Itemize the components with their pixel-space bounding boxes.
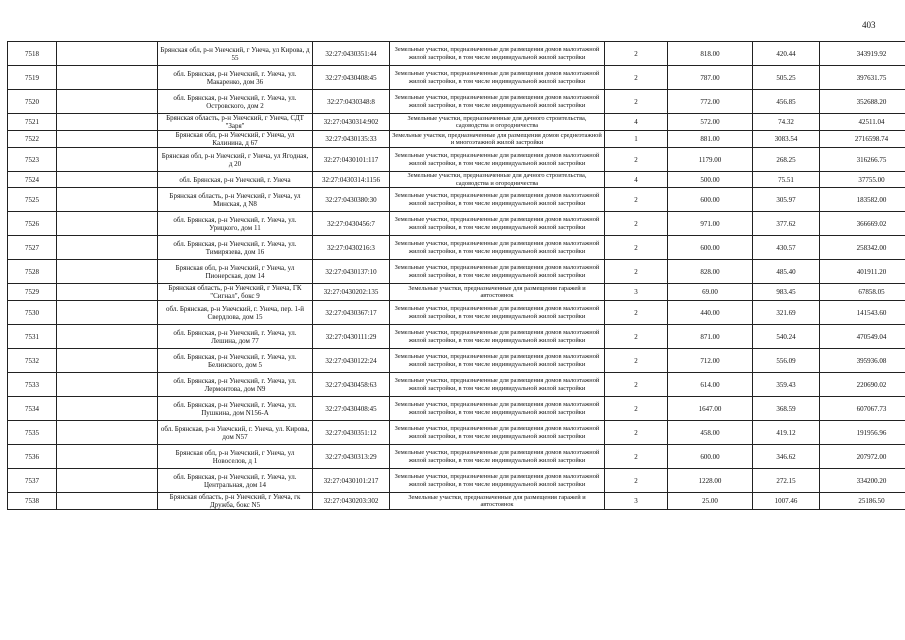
cadastral-number-cell: 32:27:0430313:29 [313,445,390,469]
category-cell: 2 [605,469,668,493]
area-cell: 871.00 [668,325,753,349]
table-row [8,373,905,397]
area-cell: 25.00 [668,493,753,510]
empty-cell [57,90,158,114]
address-cell: обл. Брянская, р-н Унечский, г. Унеча, ул. Кирова, дом N57 [158,421,313,445]
category-cell: 2 [605,421,668,445]
row-number-cell: 7521 [8,114,57,131]
empty-cell [57,301,158,325]
cadastral-value-cell: 141543.60 [820,301,905,325]
table-row [8,188,905,212]
cadastral-value-cell: 207972.00 [820,445,905,469]
cadastral-number-cell: 32:27:0430216:3 [313,236,390,260]
specific-value-cell: 456.85 [753,90,820,114]
address-cell: обл. Брянская, р-н Унечский, г. Унеча, ул. Белинского, дом 5 [158,349,313,373]
cadastral-value-cell: 220690.02 [820,373,905,397]
area-cell: 1228.00 [668,469,753,493]
specific-value-cell: 272.15 [753,469,820,493]
empty-cell [57,421,158,445]
row-number-cell: 7525 [8,188,57,212]
empty-cell [57,148,158,172]
address-cell: обл. Брянская, р-н Унечский, г. Унеча, ул. Урицкого, дом 11 [158,212,313,236]
empty-cell [57,445,158,469]
address-cell: Брянская область, р-н Унечский, г Унеча, ГК "Сигнал", бокс 9 [158,284,313,301]
address-cell: Брянская область, р-н Унечский, г Унеча, ул Минская, д N8 [158,188,313,212]
row-number-cell: 7537 [8,469,57,493]
cadastral-number-cell: 32:27:0430203:302 [313,493,390,510]
land-use-cell: Земельные участки, предназначенные для размещения домов малоэтажной жилой застройки, в том числе индивидуальной жилой застройки [390,397,605,421]
area-cell: 600.00 [668,236,753,260]
category-cell: 2 [605,212,668,236]
area-cell: 787.00 [668,66,753,90]
specific-value-cell: 377.62 [753,212,820,236]
area-cell: 712.00 [668,349,753,373]
row-number-cell: 7520 [8,90,57,114]
address-cell: Брянская обл, р-н Унечский, г Унеча, ул Пионерская, дом 14 [158,260,313,284]
specific-value-cell: 321.69 [753,301,820,325]
cadastral-number-cell: 32:27:0430101:217 [313,469,390,493]
page-number: 403 [862,20,876,30]
cadastral-number-cell: 32:27:0430351:12 [313,421,390,445]
empty-cell [57,469,158,493]
row-number-cell: 7534 [8,397,57,421]
empty-cell [57,325,158,349]
land-use-cell: Земельные участки, предназначенные для размещения домов малоэтажной жилой застройки, в том числе индивидуальной жилой застройки [390,301,605,325]
cadastral-value-cell: 183582.00 [820,188,905,212]
empty-cell [57,397,158,421]
address-cell: обл. Брянская, р-н Унечский, г. Унеча, ул. Макаренко, дом 36 [158,66,313,90]
table-row [8,212,905,236]
category-cell: 2 [605,349,668,373]
land-use-cell: Земельные участки, предназначенные для размещения гаражей и автостоянок [390,493,605,510]
row-number-cell: 7535 [8,421,57,445]
row-number-cell: 7522 [8,131,57,148]
land-use-cell: Земельные участки, предназначенные для размещения домов малоэтажной жилой застройки, в том числе индивидуальной жилой застройки [390,66,605,90]
area-cell: 500.00 [668,172,753,188]
land-use-cell: Земельные участки, предназначенные для размещения домов малоэтажной жилой застройки, в том числе индивидуальной жилой застройки [390,236,605,260]
category-cell: 2 [605,66,668,90]
row-number-cell: 7524 [8,172,57,188]
category-cell: 2 [605,397,668,421]
table-row [8,397,905,421]
land-use-cell: Земельные участки, предназначенные для размещения домов малоэтажной жилой застройки, в том числе индивидуальной жилой застройки [390,42,605,66]
table-body [8,42,905,510]
empty-cell [57,114,158,131]
row-number-cell: 7538 [8,493,57,510]
cadastral-value-cell: 2716598.74 [820,131,905,148]
address-cell: обл. Брянская, р-н Унечский, г. Унеча, ул. Пушкина, дом N156-А [158,397,313,421]
address-cell: обл. Брянская, р-н Унечский, г. Унеча, ул. Тимирязева, дом 16 [158,236,313,260]
row-number-cell: 7523 [8,148,57,172]
land-use-cell: Земельные участки, предназначенные для размещения домов малоэтажной жилой застройки, в том числе индивидуальной жилой застройки [390,260,605,284]
cadastral-number-cell: 32:27:0430135:33 [313,131,390,148]
category-cell: 2 [605,236,668,260]
address-cell: обл. Брянская, р-н Унечский, г. Унеча, пер. 1-й Свердлова, дом 15 [158,301,313,325]
address-cell: обл. Брянская, р-н Унечский, г. Унеча, ул. Лермонтова, дом N9 [158,373,313,397]
area-cell: 881.00 [668,131,753,148]
cadastral-number-cell: 32:27:0430101:117 [313,148,390,172]
area-cell: 828.00 [668,260,753,284]
cadastral-number-cell: 32:27:0430408:45 [313,397,390,421]
specific-value-cell: 3083.54 [753,131,820,148]
specific-value-cell: 983.45 [753,284,820,301]
cadastral-number-cell: 32:27:0430137:10 [313,260,390,284]
row-number-cell: 7536 [8,445,57,469]
area-cell: 1647.00 [668,397,753,421]
area-cell: 600.00 [668,445,753,469]
area-cell: 772.00 [668,90,753,114]
cadastral-number-cell: 32:27:0430458:63 [313,373,390,397]
land-use-cell: Земельные участки, предназначенные для размещения гаражей и автостоянок [390,284,605,301]
cadastral-number-cell: 32:27:0430122:24 [313,349,390,373]
cadastral-value-cell: 316266.75 [820,148,905,172]
address-cell: Брянская область, р-н Унечский, г Унеча, СДТ "Заря" [158,114,313,131]
specific-value-cell: 74.32 [753,114,820,131]
cadastral-number-cell: 32:27:0430314:902 [313,114,390,131]
land-use-cell: Земельные участки, предназначенные для дачного строительства, садоводства и огородничества [390,114,605,131]
table-row [8,445,905,469]
land-use-cell: Земельные участки, предназначенные для размещения домов малоэтажной жилой застройки, в том числе индивидуальной жилой застройки [390,421,605,445]
table-row [8,148,905,172]
table-row [8,284,905,301]
cadastral-value-cell: 470549.04 [820,325,905,349]
table-row [8,325,905,349]
row-number-cell: 7519 [8,66,57,90]
empty-cell [57,131,158,148]
area-cell: 971.00 [668,212,753,236]
empty-cell [57,42,158,66]
area-cell: 818.00 [668,42,753,66]
table-row [8,172,905,188]
row-number-cell: 7530 [8,301,57,325]
specific-value-cell: 540.24 [753,325,820,349]
category-cell: 2 [605,260,668,284]
cadastral-number-cell: 32:27:0430367:17 [313,301,390,325]
address-cell: обл. Брянская, р-н Унечский, г. Унеча [158,172,313,188]
category-cell: 4 [605,172,668,188]
specific-value-cell: 420.44 [753,42,820,66]
cadastral-number-cell: 32:27:0430111:29 [313,325,390,349]
land-valuation-table [7,41,905,510]
empty-cell [57,66,158,90]
empty-cell [57,212,158,236]
table-row [8,260,905,284]
address-cell: Брянская обл, р-н Унечский, г Унеча, ул Ягодная, д 20 [158,148,313,172]
specific-value-cell: 359.43 [753,373,820,397]
cadastral-value-cell: 607067.73 [820,397,905,421]
specific-value-cell: 419.12 [753,421,820,445]
cadastral-number-cell: 32:27:0430314:1156 [313,172,390,188]
cadastral-value-cell: 191956.96 [820,421,905,445]
specific-value-cell: 556.09 [753,349,820,373]
cadastral-value-cell: 343919.92 [820,42,905,66]
empty-cell [57,260,158,284]
row-number-cell: 7532 [8,349,57,373]
specific-value-cell: 1007.46 [753,493,820,510]
category-cell: 2 [605,42,668,66]
cadastral-number-cell: 32:27:0430408:45 [313,66,390,90]
table-row [8,66,905,90]
cadastral-value-cell: 67858.05 [820,284,905,301]
cadastral-number-cell: 32:27:0430348:8 [313,90,390,114]
category-cell: 2 [605,148,668,172]
category-cell: 2 [605,325,668,349]
category-cell: 2 [605,301,668,325]
empty-cell [57,188,158,212]
address-cell: Брянская обл, р-н Унечский, г Унеча, ул Калинина, д 67 [158,131,313,148]
category-cell: 2 [605,445,668,469]
table-row [8,301,905,325]
specific-value-cell: 430.57 [753,236,820,260]
land-use-cell: Земельные участки, предназначенные для размещения домов малоэтажной жилой застройки, в том числе индивидуальной жилой застройки [390,212,605,236]
empty-cell [57,493,158,510]
land-use-cell: Земельные участки, предназначенные для размещения домов малоэтажной жилой застройки, в том числе индивидуальной жилой застройки [390,325,605,349]
specific-value-cell: 346.62 [753,445,820,469]
category-cell: 2 [605,188,668,212]
area-cell: 600.00 [668,188,753,212]
area-cell: 572.00 [668,114,753,131]
specific-value-cell: 268.25 [753,148,820,172]
category-cell: 3 [605,284,668,301]
address-cell: обл. Брянская, р-н Унечский, г. Унеча, ул. Центральная, дом 14 [158,469,313,493]
row-number-cell: 7526 [8,212,57,236]
empty-cell [57,349,158,373]
cadastral-number-cell: 32:27:0430351:44 [313,42,390,66]
cadastral-value-cell: 334200.20 [820,469,905,493]
table-row [8,469,905,493]
address-cell: обл. Брянская, р-н Унечский, г. Унеча, ул. Островского, дом 2 [158,90,313,114]
cadastral-number-cell: 32:27:0430456:7 [313,212,390,236]
table-row [8,90,905,114]
cadastral-number-cell: 32:27:0430202:135 [313,284,390,301]
table-row [8,42,905,66]
specific-value-cell: 505.25 [753,66,820,90]
cadastral-value-cell: 25186.50 [820,493,905,510]
row-number-cell: 7529 [8,284,57,301]
row-number-cell: 7528 [8,260,57,284]
table-row [8,349,905,373]
area-cell: 458.00 [668,421,753,445]
land-use-cell: Земельные участки, предназначенные для размещения домов среднеэтажной и многоэтажной жилой застройки [390,131,605,148]
land-use-cell: Земельные участки, предназначенные для размещения домов малоэтажной жилой застройки, в том числе индивидуальной жилой застройки [390,148,605,172]
table-row [8,131,905,148]
cadastral-value-cell: 352688.20 [820,90,905,114]
row-number-cell: 7531 [8,325,57,349]
address-cell: Брянская обл, р-н Унечский, г Унеча, ул Кирова, д 55 [158,42,313,66]
address-cell: Брянская обл, р-н Унечский, г Унеча, ул Новоселов, д 1 [158,445,313,469]
table-row [8,493,905,510]
area-cell: 440.00 [668,301,753,325]
cadastral-value-cell: 258342.00 [820,236,905,260]
land-use-cell: Земельные участки, предназначенные для размещения домов малоэтажной жилой застройки, в том числе индивидуальной жилой застройки [390,349,605,373]
category-cell: 1 [605,131,668,148]
category-cell: 4 [605,114,668,131]
cadastral-value-cell: 397631.75 [820,66,905,90]
specific-value-cell: 485.40 [753,260,820,284]
empty-cell [57,373,158,397]
address-cell: обл. Брянская, р-н Унечский, г. Унеча, ул. Лешина, дом 77 [158,325,313,349]
cadastral-number-cell: 32:27:0430380:30 [313,188,390,212]
cadastral-value-cell: 395936.08 [820,349,905,373]
empty-cell [57,172,158,188]
row-number-cell: 7533 [8,373,57,397]
specific-value-cell: 305.97 [753,188,820,212]
cadastral-value-cell: 37755.00 [820,172,905,188]
category-cell: 3 [605,493,668,510]
area-cell: 69.00 [668,284,753,301]
row-number-cell: 7518 [8,42,57,66]
address-cell: Брянская область, р-н Унечский, г Унеча, гк Дружба, бокс N5 [158,493,313,510]
land-use-cell: Земельные участки, предназначенные для размещения домов малоэтажной жилой застройки, в том числе индивидуальной жилой застройки [390,188,605,212]
land-use-cell: Земельные участки, предназначенные для дачного строительства, садоводства и огородничества [390,172,605,188]
cadastral-value-cell: 401911.20 [820,260,905,284]
land-use-cell: Земельные участки, предназначенные для размещения домов малоэтажной жилой застройки, в том числе индивидуальной жилой застройки [390,373,605,397]
land-use-cell: Земельные участки, предназначенные для размещения домов малоэтажной жилой застройки, в том числе индивидуальной жилой застройки [390,445,605,469]
table-row [8,421,905,445]
land-use-cell: Земельные участки, предназначенные для размещения домов малоэтажной жилой застройки, в том числе индивидуальной жилой застройки [390,90,605,114]
cadastral-value-cell: 366669.02 [820,212,905,236]
empty-cell [57,284,158,301]
area-cell: 614.00 [668,373,753,397]
empty-cell [57,236,158,260]
land-use-cell: Земельные участки, предназначенные для размещения домов малоэтажной жилой застройки, в том числе индивидуальной жилой застройки [390,469,605,493]
category-cell: 2 [605,373,668,397]
area-cell: 1179.00 [668,148,753,172]
table-row [8,114,905,131]
row-number-cell: 7527 [8,236,57,260]
category-cell: 2 [605,90,668,114]
specific-value-cell: 75.51 [753,172,820,188]
specific-value-cell: 368.59 [753,397,820,421]
cadastral-value-cell: 42511.04 [820,114,905,131]
table-row [8,236,905,260]
